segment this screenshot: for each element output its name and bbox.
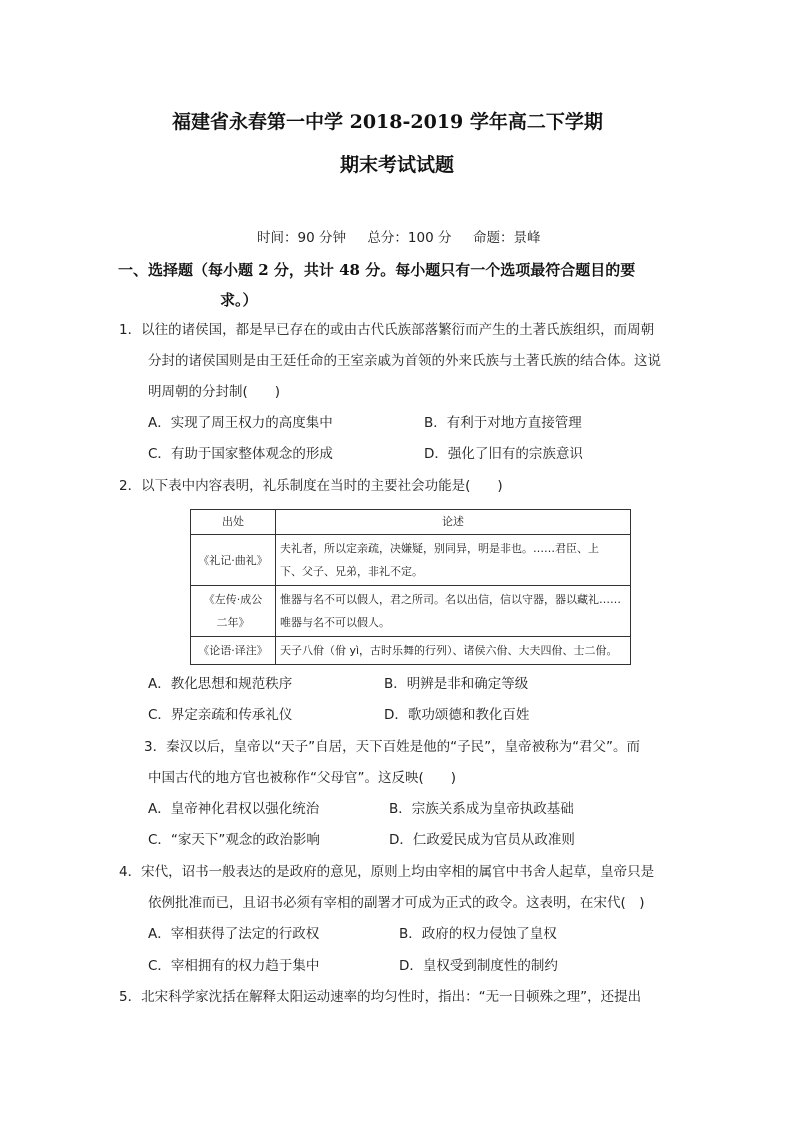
q4-option-c: C．宰相拥有的权力趋于集中	[148, 958, 320, 974]
q2-option-b: B．明辨是非和确定等级	[384, 676, 529, 692]
q1-option-d: D．强化了旧有的宗族意识	[424, 446, 583, 462]
q2-option-c: C．界定亲疏和传承礼仪	[148, 707, 293, 723]
q2-source-table	[190, 509, 631, 665]
table-row	[191, 637, 631, 665]
q1-stem-line2: 分封的诸侯国则是由王廷任命的王室亲戚为首领的外来氏族与土著氏族的结合体。这说	[148, 353, 661, 369]
q2-option-a: A．教化思想和规范秩序	[148, 676, 293, 692]
q1-option-b: B．有利于对地方直接管理	[424, 415, 582, 431]
q2-option-d: D．歌功颂德和教化百姓	[384, 707, 530, 723]
source-line: 《左传·成公	[203, 593, 263, 606]
q4-option-a: A．宰相获得了法定的行政权	[148, 926, 320, 942]
statement-line: 夫礼者，所以定亲疏，决嫌疑，别同异，明是非也。……君臣、上	[280, 542, 599, 555]
q2-stem-line1: 2．以下表中内容表明，礼乐制度在当时的主要社会功能是( )	[119, 478, 503, 494]
statement-line: 惟器与名不可以假人，君之所司。名以出信，信以守器，器以藏礼……	[280, 593, 621, 606]
q4-stem-line1: 4．宋代，诏书一般表达的是政府的意见，原则上均由宰相的属官中书舍人起草，皇帝只是	[119, 864, 655, 880]
section-heading-line1: 一、选择题（每小题 2 分，共计 48 分。每小题只有一个选项最符合题目的要	[118, 261, 636, 279]
table-header-row	[191, 510, 631, 535]
table-cell-statement	[276, 535, 631, 586]
q1-stem-line3: 明周朝的分封制( )	[148, 384, 281, 400]
q3-option-a: A．皇帝神化君权以强化统治	[148, 801, 320, 817]
q3-stem-line1: 3．秦汉以后，皇帝以“天子”自居，天下百姓是他的“子民”，皇帝被称为“君父”。而	[144, 739, 641, 755]
table-cell-source: 《礼记·曲礼》	[191, 535, 276, 586]
q1-option-c: C．有助于国家整体观念的形成	[148, 446, 333, 462]
q4-option-d: D．皇权受到制度性的制约	[399, 958, 558, 974]
q1-stem-line1: 1．以往的诸侯国，都是早已存在的或由古代氏族部落繁衍而产生的土著氏族组织，而周朝	[119, 322, 655, 338]
exam-meta: 时间：90 分钟 总分：100 分 命题：景峰	[257, 230, 541, 246]
table-header-source: 出处	[191, 510, 276, 535]
table-cell-statement	[276, 586, 631, 637]
q4-option-b: B．政府的权力侵蚀了皇权	[399, 926, 557, 942]
section-heading-line2: 求。）	[220, 291, 258, 309]
table-row	[191, 535, 631, 586]
q3-option-d: D．仁政爱民成为官员从政准则	[389, 832, 575, 848]
source-line: 二年》	[216, 616, 250, 629]
table-cell-source: 《论语·译注》	[191, 637, 276, 665]
q3-stem-line2: 中国古代的地方官也被称作“父母官”。这反映( )	[148, 770, 457, 786]
table-cell-statement: 天子八佾（佾 yì，古时乐舞的行列）、诸侯六佾、大夫四佾、士二佾。	[276, 637, 631, 665]
doc-title-line1: 福建省永春第一中学 2018-2019 学年高二下学期	[172, 111, 603, 133]
q5-stem-line1: 5．北宋科学家沈括在解释太阳运动速率的均匀性时，指出：“无一日顿殊之理”，还提出	[119, 989, 642, 1005]
doc-title-line2: 期末考试试题	[340, 154, 455, 176]
q3-option-c: C．“家天下”观念的政治影响	[148, 832, 320, 848]
statement-line: 唯器与名不可以假人。	[280, 616, 390, 629]
q3-option-b: B．宗族关系成为皇帝执政基础	[389, 801, 574, 817]
table-cell-source	[191, 586, 276, 637]
statement-line: 下、父子、兄弟，非礼不定。	[280, 565, 423, 578]
table-row	[191, 586, 631, 637]
q4-stem-line2: 依例批准而已，且诏书必须有宰相的副署才可成为正式的政令。这表明，在宋代( )	[148, 895, 645, 911]
table-header-statement: 论述	[276, 510, 631, 535]
q1-option-a: A．实现了周王权力的高度集中	[148, 415, 333, 431]
